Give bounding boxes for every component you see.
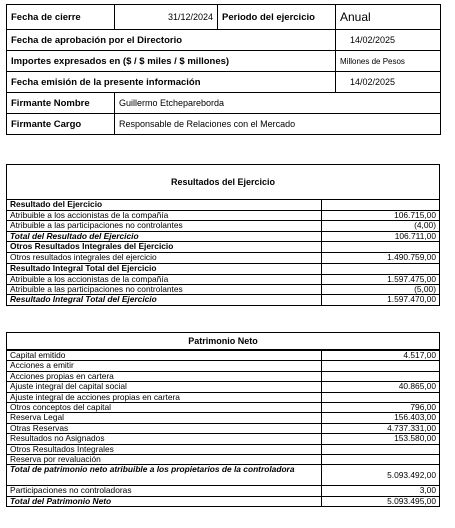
resultados-row-value: (5,00): [321, 285, 439, 294]
resultados-row-label: Atribuible a las participaciones no controlantes: [10, 221, 183, 231]
resultados-row-value: [321, 200, 439, 210]
header-row-fecha-cierre: [7, 5, 441, 30]
emision-value: 14/02/2025: [336, 72, 441, 93]
resultados-row: [7, 263, 439, 274]
patrimonio-row-value: 5.093.495,00: [321, 497, 439, 506]
patrimonio-row: [7, 402, 439, 412]
patrimonio-row-value: 156.403,00: [321, 413, 439, 422]
patrimonio-row: [7, 423, 439, 433]
patrimonio-row-label: Otros conceptos del capital: [10, 402, 112, 412]
patrimonio-row-value: 4.737.331,00: [321, 424, 439, 433]
patrimonio-row: [7, 392, 439, 402]
emision-label: Fecha emisión de la presente información: [7, 72, 336, 93]
header-row-importes: [7, 51, 441, 72]
resultados-row-label: Total del Resultado del Ejercicio: [10, 231, 139, 241]
patrimonio-row-label: Ajuste integral de acciones propias en cartera: [10, 392, 180, 402]
patrimonio-row-value: 5.093.492,00: [321, 465, 439, 485]
patrimonio-row-value: 4.517,00: [321, 351, 439, 360]
resultados-row-value: (4,00): [321, 221, 439, 230]
resultados-row-value: [321, 242, 439, 252]
resultados-row-value: 1.597.475,00: [321, 275, 439, 284]
patrimonio-row: [7, 381, 439, 391]
firmante-cargo-value: Responsable de Relaciones con el Mercado: [115, 114, 441, 135]
patrimonio-row-label: Total del Patrimonio Neto: [10, 496, 112, 506]
importes-label: Importes expresados en ($ / $ miles / $ millones): [7, 51, 336, 72]
patrimonio-row: [7, 444, 439, 454]
header-row-emision: [7, 72, 441, 93]
patrimonio-row-label: Acciones propias en cartera: [10, 371, 114, 381]
patrimonio-row-label: Reserva Legal: [10, 413, 65, 423]
patrimonio-row: [7, 371, 439, 381]
resultados-row-label: Otros resultados integrales del ejercicio: [10, 253, 157, 263]
resultados-row: [7, 210, 439, 220]
resultados-row-label: Resultado Integral Total del Ejercicio: [10, 263, 157, 273]
patrimonio-rows: [7, 350, 439, 506]
resultados-row-label: Resultado Integral Total del Ejercicio: [10, 295, 157, 305]
patrimonio-row-label: Otros Resultados Integrales: [10, 444, 114, 454]
firmante-nombre-label: Firmante Nombre: [7, 93, 115, 114]
patrimonio-row-label: Reserva por revaluación: [10, 454, 101, 464]
resultados-row: [7, 220, 439, 230]
firmante-cargo-label: Firmante Cargo: [7, 114, 115, 135]
resultados-row: [7, 252, 439, 262]
fecha-cierre-label: Fecha de cierre: [7, 5, 115, 30]
periodo-value: Anual: [336, 5, 441, 30]
resultados-row-value: [321, 264, 439, 274]
resultados-row-value: 1.490.759,00: [321, 253, 439, 262]
patrimonio-title: Patrimonio Neto: [7, 333, 439, 350]
resultados-row-value: 106.715,00: [321, 211, 439, 220]
patrimonio-row-value: 796,00: [321, 403, 439, 412]
patrimonio-row-value: 153.580,00: [321, 434, 439, 443]
patrimonio-row: [7, 412, 439, 422]
resultados-row-value: 106.711,00: [321, 232, 439, 241]
patrimonio-row-value: [321, 445, 439, 454]
resultados-row: [7, 231, 439, 241]
resultados-row-value: 1.597.470,00: [321, 295, 439, 304]
patrimonio-row-label: Total de patrimonio neto atribuible a los propietarios de la controladora: [10, 465, 295, 475]
header-row-firmante-cargo: [7, 114, 441, 135]
patrimonio-row-value: [321, 393, 439, 402]
patrimonio-row-label: Acciones a emitir: [10, 361, 74, 371]
patrimonio-section: [6, 332, 440, 507]
header-row-firmante-nombre: [7, 93, 441, 114]
patrimonio-row-label: Otras Reservas: [10, 423, 69, 433]
fecha-cierre-value: 31/12/2024: [115, 5, 218, 30]
resultados-title: Resultados del Ejercicio: [7, 165, 439, 200]
resultados-row-label: Resultado del Ejercicio: [10, 200, 103, 209]
aprobacion-value: 14/02/2025: [336, 30, 441, 51]
importes-value: Millones de Pesos: [336, 51, 441, 72]
resultados-section: [6, 164, 440, 306]
resultados-row: [7, 241, 439, 252]
patrimonio-row-value: 3,00: [321, 486, 439, 495]
header-info-table: [6, 4, 441, 135]
resultados-row: [7, 274, 439, 284]
patrimonio-row: [7, 496, 439, 506]
resultados-row-label: Atribuible a las participaciones no controlantes: [10, 284, 183, 294]
aprobacion-label: Fecha de aprobación por el Directorio: [7, 30, 336, 51]
patrimonio-row: [7, 464, 439, 485]
resultados-row: [7, 284, 439, 294]
patrimonio-row: [7, 433, 439, 443]
resultados-row-label: Atribuible a los accionistas de la compañía: [10, 274, 169, 284]
resultados-row: [7, 200, 439, 210]
resultados-rows: [7, 200, 439, 305]
patrimonio-row-value: [321, 361, 439, 370]
resultados-row-label: Otros Resultados Integrales del Ejercicio: [10, 242, 174, 252]
patrimonio-row: [7, 360, 439, 370]
firmante-nombre-value: Guillermo Etchepareborda: [115, 93, 441, 114]
patrimonio-row-label: Participaciones no controladoras: [10, 486, 132, 496]
header-row-aprobacion: [7, 30, 441, 51]
patrimonio-row-value: [321, 455, 439, 464]
patrimonio-row-value: 40.865,00: [321, 382, 439, 391]
resultados-row: [7, 294, 439, 304]
resultados-row-label: Atribuible a los accionistas de la compañía: [10, 211, 169, 220]
patrimonio-row: [7, 454, 439, 464]
patrimonio-row-label: Ajuste integral del capital social: [10, 382, 127, 392]
periodo-label: Periodo del ejercicio: [218, 5, 336, 30]
patrimonio-row: [7, 350, 439, 360]
patrimonio-row-value: [321, 372, 439, 381]
patrimonio-row: [7, 485, 439, 495]
patrimonio-row-label: Resultados no Asignados: [10, 434, 105, 444]
patrimonio-row-label: Capital emitido: [10, 351, 66, 360]
